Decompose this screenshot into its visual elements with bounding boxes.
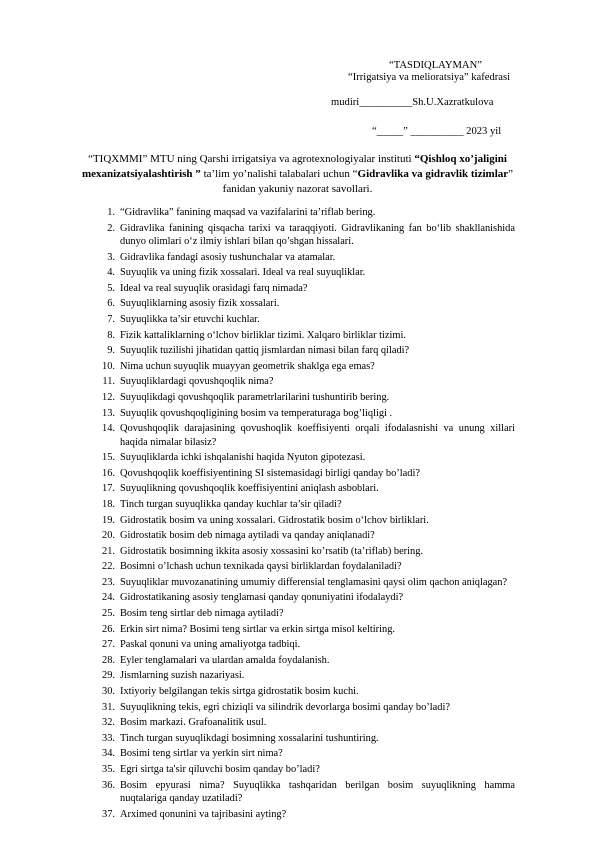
approval-heading: “TASDIQLAYMAN” xyxy=(389,60,482,71)
question-text: Suyuqlikka ta’sir etuvchi kuchlar. xyxy=(120,313,260,325)
question-number: 9. xyxy=(107,345,115,357)
question-text: Bosim markazi. Grafoanalitik usul. xyxy=(120,717,267,729)
title-program-name: “Qishloq xo’jaligini mexanizatsiyalashtirish ” xyxy=(81,153,507,180)
question-number: 35. xyxy=(102,764,115,775)
question-text: Suyuqlikning qovushqoqlik koeffisiyentini aniqlash asboblari. xyxy=(120,483,379,495)
question-item xyxy=(99,514,515,527)
question-number: 30. xyxy=(102,686,115,698)
question-text: Jismlarning suzish nazariyasi. xyxy=(120,670,245,682)
question-number: 5. xyxy=(107,282,115,294)
question-item xyxy=(99,282,515,295)
question-item xyxy=(99,391,515,404)
question-item xyxy=(99,266,515,279)
question-item xyxy=(99,422,515,449)
question-text: Egri sirtga ta'sir qiluvchi bosim qanday bo’ladi? xyxy=(120,764,320,775)
question-number: 29. xyxy=(102,670,115,682)
question-item xyxy=(99,360,515,373)
question-number: 20. xyxy=(102,530,115,542)
question-text: Gidravlika fanining qisqacha tarixi va taraqqiyoti. Gidravlikaning fan bo‘lib shakllanishida dunyo olimlari o‘z ilmiy ishlari bilan qo’shgan hissalari. xyxy=(120,222,515,247)
question-number: 13. xyxy=(102,407,115,419)
question-item xyxy=(99,747,515,760)
question-number: 15. xyxy=(102,452,115,464)
question-item xyxy=(99,407,515,420)
question-item xyxy=(99,344,515,357)
question-number: 31. xyxy=(102,701,115,713)
question-number: 10. xyxy=(102,360,115,372)
question-item xyxy=(99,467,515,480)
question-number: 21. xyxy=(102,545,115,557)
question-number: 7. xyxy=(107,313,115,325)
question-text: Suyuqlikdagi qovushqoqlik parametrlarilarini tushuntirib bering. xyxy=(120,391,390,403)
question-item xyxy=(99,591,515,604)
question-number: 6. xyxy=(107,298,115,310)
question-item xyxy=(99,313,515,326)
department-head-signature-line: mudiri__________Sh.U.Xazratkulova xyxy=(331,97,494,108)
question-item xyxy=(99,576,515,589)
question-text: Suyuqliklarning asosiy fizik xossalari. xyxy=(120,298,280,310)
question-text: Paskal qonuni va uning amaliyotga tadbiqi. xyxy=(120,639,301,651)
question-text: Suyuqliklardagi qovushqoqlik nima? xyxy=(120,376,274,388)
question-number: 14. xyxy=(102,423,115,435)
question-item xyxy=(99,638,515,651)
question-item xyxy=(99,482,515,495)
question-number: 2. xyxy=(107,222,115,234)
question-text: Arximed qonunini va tajribasini ayting? xyxy=(120,808,287,820)
question-number: 22. xyxy=(102,561,115,573)
document-title xyxy=(80,152,515,197)
question-text: Bosimni o’lchash uchun texnikada qaysi birliklardan foydalaniladi? xyxy=(120,561,402,573)
department-name: “Irrigatsiya va melioratsiya” kafedrasi xyxy=(348,72,511,83)
question-number: 23. xyxy=(102,576,115,588)
question-item xyxy=(99,375,515,388)
question-text: Nima uchun suyuqlik muayyan geometrik shaklga ega emas? xyxy=(120,360,375,372)
question-number: 34. xyxy=(102,748,115,760)
question-text: Bosim epyurasi nima? Suyuqlikka tashqaridan berilgan bosim suyuqlikning hamma nuqtalariga qanday uzatiladi? xyxy=(120,779,515,804)
question-text: Qovushqoqlik koeffisiyentining SI sistemasidagi birligi qanday bo’ladi? xyxy=(120,467,420,479)
question-text: Tinch turgan suyuqlikdagi bosimning xossalarini tushuntiring. xyxy=(120,732,379,744)
question-item xyxy=(99,607,515,620)
question-number: 25. xyxy=(102,608,115,620)
question-item xyxy=(99,251,515,264)
question-item xyxy=(99,732,515,745)
question-number: 32. xyxy=(102,717,115,729)
question-number: 11. xyxy=(102,376,115,388)
question-item xyxy=(99,669,515,682)
question-number: 8. xyxy=(107,329,115,341)
question-number: 18. xyxy=(102,498,115,510)
question-number: 19. xyxy=(102,514,115,526)
question-item xyxy=(99,654,515,667)
question-text: Bosim teng sirtlar deb nimaga aytiladi? xyxy=(120,608,284,620)
question-item xyxy=(99,560,515,573)
question-number: 37. xyxy=(102,808,115,820)
question-text: Gidravlika fandagi asosiy tushunchalar va atamalar. xyxy=(120,251,336,263)
question-text: Ixtiyoriy belgilangan tekis sirtga gidrostatik bosim kuchi. xyxy=(120,686,359,698)
question-item xyxy=(99,529,515,542)
question-number: 16. xyxy=(102,467,115,479)
question-text: Fizik kattaliklarning o‘lchov birliklar tizimi. Xalqaro birliklar tizimi. xyxy=(120,329,406,341)
question-item xyxy=(99,779,515,806)
question-text: Gidrostatik bosim deb nimaga aytiladi va qanday aniqlanadi? xyxy=(120,530,375,542)
question-text: “Gidravlika” fanining maqsad va vazifalarini ta’riflab bering. xyxy=(120,207,376,218)
question-number: 33. xyxy=(102,732,115,744)
question-text: Gidrostatik bosim va uning xossalari. Gidrostatik bosim o‘lchov birliklari. xyxy=(120,514,429,526)
title-part-1: “TIQXMMI” MTU ning Qarshi irrigatsiya va agrotexnologiyalar instituti xyxy=(88,153,415,165)
question-item xyxy=(99,498,515,511)
question-text: Suyuqliklarda ichki ishqalanishi haqida Nyuton gipotezasi. xyxy=(120,452,366,464)
question-item xyxy=(99,623,515,636)
title-part-5: ” fanidan yakuniy nazorat savollari. xyxy=(222,168,514,195)
question-text: Eyler tenglamalari va ulardan amalda foydalanish. xyxy=(120,654,330,666)
title-subject-name: Gidravlika va gidravlik tizimlar xyxy=(357,168,509,180)
question-number: 24. xyxy=(102,592,115,604)
question-text: Suyuqliklar muvozanatining umumiy differensial tenglamasini qaysi olim qachon aniqlagan? xyxy=(120,576,508,588)
question-item xyxy=(99,763,515,776)
question-text: Erkin sirt nima? Bosimi teng sirtlar va erkin sirtga misol keltiring. xyxy=(120,623,396,635)
question-text: Qovushqoqlik darajasining qovushoqlik koeffisiyenti orqali ifodalasnishi va unung xillari haqida nimalar bilasiz? xyxy=(120,423,515,448)
question-item xyxy=(99,716,515,729)
question-number: 12. xyxy=(102,391,115,403)
question-number: 27. xyxy=(102,639,115,651)
question-number: 17. xyxy=(102,483,115,495)
question-number: 28. xyxy=(102,654,115,666)
question-text: Ideal va real suyuqlik orasidagi farq nimada? xyxy=(120,282,308,294)
question-text: Tinch turgan suyuqlikka qanday kuchlar ta’sir qiladi? xyxy=(120,498,342,510)
question-item xyxy=(99,701,515,714)
question-text: Gidrostatikaning asosiy tenglamasi qanday qonuniyatini ifodalaydi? xyxy=(120,592,404,604)
question-item xyxy=(99,808,515,821)
question-number: 4. xyxy=(107,267,115,279)
question-number: 36. xyxy=(102,779,115,791)
question-item xyxy=(99,297,515,310)
question-list xyxy=(99,206,515,823)
question-text: Suyuqlik qovushqoqligining bosim va temperaturaga bog’liqligi . xyxy=(120,407,393,419)
question-item xyxy=(99,545,515,558)
question-text: Bosimi teng sirtlar va yerkin sirt nima? xyxy=(120,748,283,760)
question-item xyxy=(99,222,515,249)
question-text: Suyuqlik va uning fizik xossalari. Ideal va real suyuqliklar. xyxy=(120,267,366,279)
question-number: 1. xyxy=(107,207,115,218)
question-item xyxy=(99,329,515,342)
question-number: 3. xyxy=(107,251,115,263)
question-text: Suyuqlikning tekis, egri chiziqli va silindrik devorlarga bosimi qanday bo’ladi? xyxy=(120,701,450,713)
question-item xyxy=(99,451,515,464)
question-item xyxy=(99,206,515,219)
question-text: Gidrostatik bosimning ikkita asosiy xossasini ko’rsatib (ta’riflab) bering. xyxy=(120,545,424,557)
approval-date-line: “_____” __________ 2023 yil xyxy=(372,126,502,137)
question-number: 26. xyxy=(102,623,115,635)
question-item xyxy=(99,685,515,698)
question-text: Suyuqlik tuzilishi jihatidan qattiq jismlardan nimasi bilan farq qiladi? xyxy=(120,345,410,357)
title-part-3: ta’lim yo’nalishi talabalari uchun “ xyxy=(200,168,358,180)
